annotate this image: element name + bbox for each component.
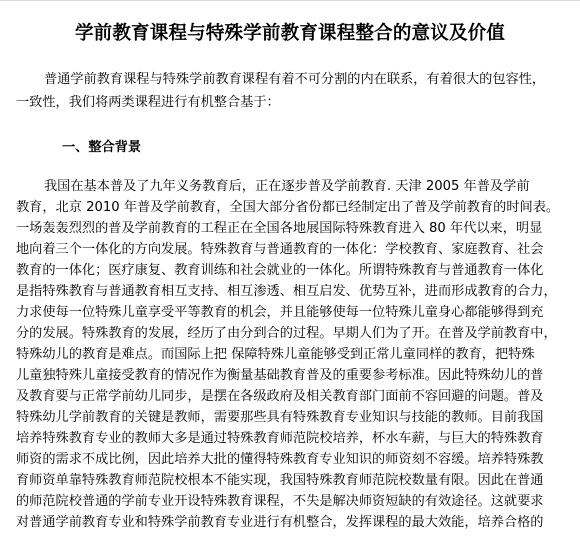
intro-line: 一致性，我们将两类课程进行有机整合基于：	[16, 95, 280, 110]
body-line: 特殊幼儿的教育是难点。而国际上把 保障特殊儿童能够受到正常儿童同样的教育，把特殊	[16, 347, 535, 362]
body-line: 分的发展。特殊教育的发展，经历了由分到合的过程。早期人们为了开。在普及学前教育中，	[16, 326, 557, 341]
body-line: 我国在基本普及了九年义务教育后，正在逐步普及学前教育. 天津 2005 年普及学前	[44, 179, 530, 194]
body-line: 一场轰轰烈烈的普及学前教育的工程正在全国各地展国际特殊教育进入 80 年代以来，明显	[16, 221, 543, 236]
body-line: 儿童独特殊儿童接受教育的情况作为衡量基础教育普及的重要参考标准。因此特殊幼儿的普	[16, 368, 544, 383]
body-line: 教育的一体化；医疗康复、教育训练和社会就业的一体化。所谓特殊教育与普通教育一体化	[16, 263, 544, 278]
intro-line: 普通学前教育课程与特殊学前教育课程有着不可分割的内在联系，有着很大的包容性，	[44, 72, 546, 87]
body-line: 特殊幼儿学前教育的关键是教师，需要那些具有特殊教育专业知识与技能的教师。目前我国	[16, 410, 544, 425]
body-line: 地向着三个一体化的方向发展。特殊教育与普通教育的一体化：学校教育、家庭教育、社会	[16, 242, 544, 257]
body-line: 的师范院校普通的学前专业开设特殊教育课程，不失是解决师资短缺的有效途径。这就要求	[16, 494, 544, 509]
body-line: 培养特殊教育专业的教师大多是通过特殊教育师范院校培养，杯水车薪，与巨大的特殊教育	[16, 431, 544, 446]
body-line: 教育，北京 2010 年普及学前教育，全国大部分省份都已经制定出了普及学前教育的时间表。	[16, 200, 560, 215]
section-heading: 一、整合背景	[62, 140, 142, 155]
body-line: 育师资单靠特殊教育师范院校根本不能实现，我国特殊教育师范院校数量有限。因此在普通	[16, 473, 544, 488]
document-title: 学前教育课程与特殊学前教育课程整合的意议及价值	[74, 23, 506, 44]
body-line: 是指特殊教育与普通教育相互支持、相互渗透、相互启发、优势互补，进而形成教育的合力，	[16, 284, 557, 299]
body-line: 力求使每一位特殊儿童享受平等教育的机会，并且能够使每一位特殊儿童身心都能够得到充	[16, 305, 544, 320]
body-line: 及教育要与正常学前幼儿同步，是摆在各级政府及相关教育部门面前不容回避的问题。普及	[16, 389, 544, 404]
body-line: 师资的需求不成比例，因此培养大批的懂得特殊教育专业知识的师资刻不容缓。培养特殊教	[16, 452, 544, 467]
body-line: 对普通学前教育专业和特殊学前教育专业进行有机整合，发挥课程的最大效能，培养合格的	[16, 515, 544, 530]
